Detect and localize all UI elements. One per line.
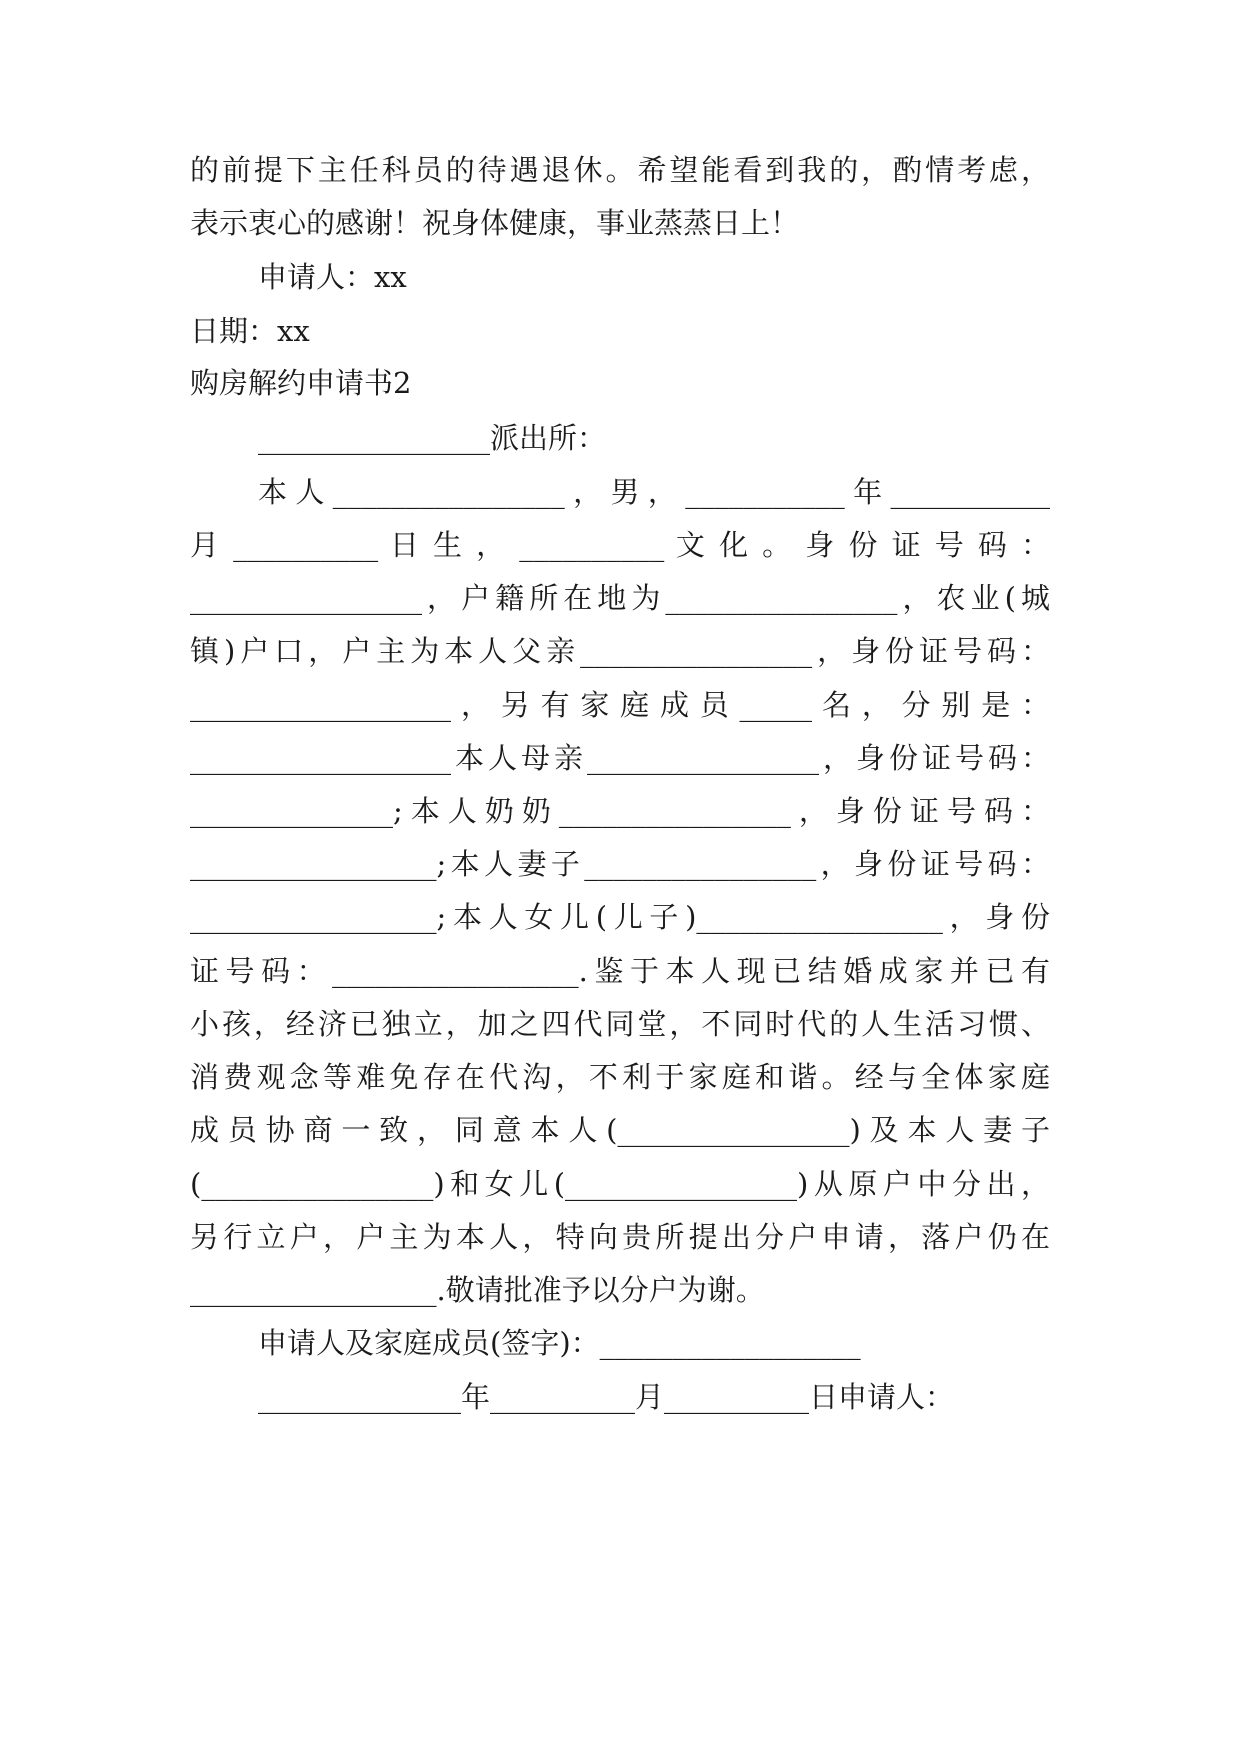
text-line-16: 证号码：_________________.鉴于本人现已结婚成家并已有 [190, 954, 1050, 988]
text-line-11: __________________ ， 另 有 家 庭 成 员 _____ 名 ， 分 别 是 ： [190, 688, 1050, 722]
signature-line: 申请人及家庭成员(签字)：__________________ [258, 1326, 861, 1360]
text-line-15: _________________;本人女儿(儿子)_________________，身份 [190, 900, 1050, 934]
text-line-21: 另行立户，户主为本人，特向贵所提出分户申请，落户仍在 [190, 1220, 1050, 1254]
text-line-7: 本人________________，男，___________年___________ [258, 475, 1050, 509]
text-line-8: 月 __________ 日 生 ， __________ 文 化 。 身 份 证 号 码 ： [190, 528, 1050, 562]
text-line-1: 的前提下主任科员的待遇退休。希望能看到我的，酌情考虑， [190, 153, 1050, 187]
text-line-22: _________________.敬请批准予以分户为谢。 [190, 1273, 765, 1307]
text-line-20: (________________)和女儿(________________)从原户中分出， [190, 1167, 1050, 1201]
text-line-9: ________________，户籍所在地为________________，农业(城 [190, 581, 1050, 615]
text-line-14: _________________;本人妻子________________，身份证号码： [190, 847, 1050, 881]
section-title: 购房解约申请书2 [190, 366, 412, 400]
text-line-10: 镇)户口，户主为本人父亲________________，身份证号码： [190, 634, 1050, 668]
text-line-18: 消费观念等难免存在代沟，不利于家庭和谐。经与全体家庭 [190, 1060, 1050, 1094]
date-signature-line: ______________年__________月__________日申请人： [258, 1380, 955, 1414]
text-line-13: ______________;本人奶奶________________，身份证号码： [190, 794, 1050, 828]
text-line-12: __________________本人母亲________________，身份证号码： [190, 741, 1050, 775]
applicant-line: 申请人：xx [258, 260, 407, 294]
text-line-2: 表示衷心的感谢！祝身体健康，事业蒸蒸日上！ [190, 206, 800, 240]
text-line-17: 小孩，经济已独立，加之四代同堂，不同时代的人生活习惯、 [190, 1007, 1050, 1041]
text-line-19: 成员协商一致，同意本人(________________)及本人妻子 [190, 1113, 1050, 1147]
addressee-line: ________________派出所： [258, 421, 607, 455]
date-line: 日期：xx [190, 314, 310, 348]
